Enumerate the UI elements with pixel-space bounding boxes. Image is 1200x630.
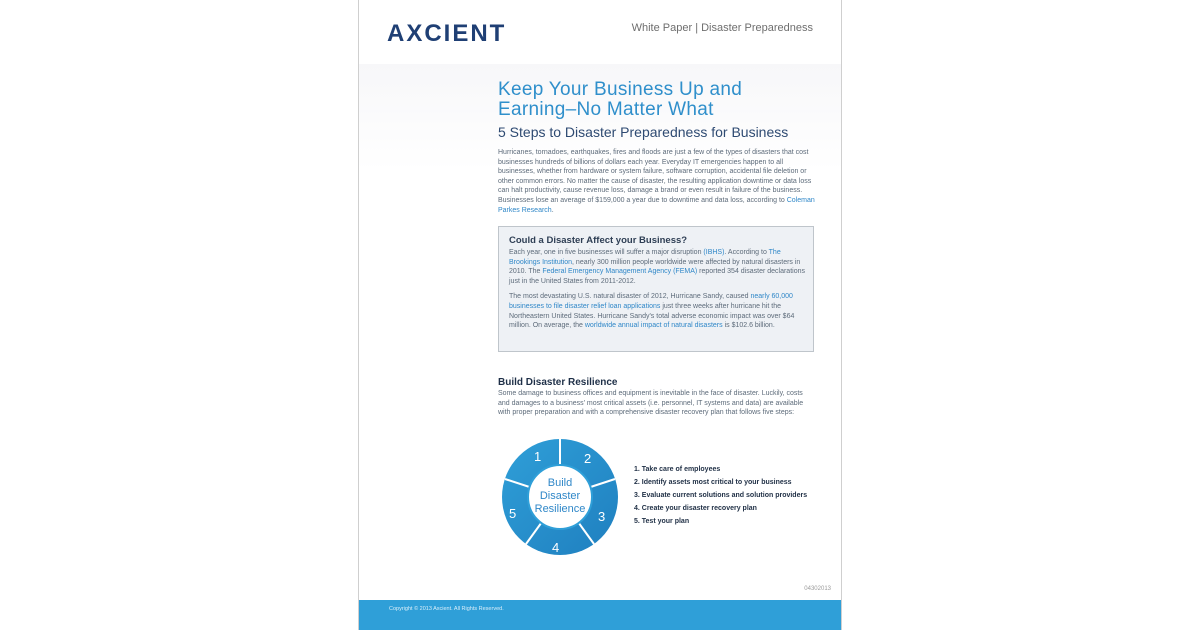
callout-paragraph-1	[509, 248, 805, 286]
callout-paragraph-2	[509, 292, 805, 330]
intro-text: Hurricanes, tornadoes, earthquakes, fires and floods are just a few of the types of disasters that cost businesses hundreds of billions of dollars each year. Everyday IT emergencies happen to all businesses, whether from hardware or system failure, software corruption, accidental file deletion or other common errors. No matter the cause of disaster, the resulting application downtime or data loss can halt productivity, cause revenue loss, damage a brand or even result in failure of the business. Businesses lose an average of $159,000 a year due to downtime and data loss, according to	[498, 149, 812, 204]
diagram-step-number-1: 1	[534, 449, 542, 464]
page-header	[359, 0, 841, 64]
document-page	[358, 0, 842, 630]
section-body: Some damage to business offices and equipment is inevitable in the face of disaster. Luckily, costs and damages to a business' most critical assets (i.e. personnel, IT systems and data) are available with proper preparation and with a comprehensive disaster recovery plan that follows five steps:	[498, 390, 804, 417]
coleman-parkes-link[interactable]: Coleman Parkes Research	[498, 196, 815, 214]
annual-impact-link[interactable]: worldwide annual impact of natural disasters	[584, 322, 723, 330]
document-number: 04302013	[804, 586, 831, 592]
callout-text: The most devastating U.S. natural disaster of 2012, Hurricane Sandy, caused	[509, 293, 751, 301]
diagram-center-line-2: Disaster	[539, 490, 581, 502]
page-subtitle: 5 Steps to Disaster Preparedness for Business	[498, 124, 789, 140]
callout-text: just three weeks after hurricane hit the Northeastern United States. Hurricane Sandy's total adverse economic impact was over $64 million. On average, the	[509, 302, 795, 330]
callout-text: Each year, one in five businesses will suffer a major disruption	[509, 249, 704, 256]
section-title: Build Disaster Resilience	[498, 377, 618, 388]
intro-paragraph	[498, 148, 816, 215]
copyright-text: Copyright © 2013 Axcient. All Rights Reserved.	[389, 606, 504, 612]
ibhs-link[interactable]: (IBHS)	[703, 249, 725, 256]
intro-end: .	[551, 206, 554, 214]
diagram-step-number-2: 2	[584, 451, 592, 466]
company-logo	[387, 20, 506, 48]
page-footer	[359, 600, 841, 630]
resilience-cycle-diagram	[499, 436, 621, 558]
disaster-callout-box	[498, 226, 814, 352]
step-item: 1. Take care of employees	[634, 466, 721, 473]
callout-text: is $102.6 billion.	[722, 322, 775, 330]
diagram-center-line-3: Resilience	[534, 503, 586, 515]
page-content	[359, 64, 841, 600]
fema-link[interactable]: Federal Emergency Management Agency (FEMA)	[542, 268, 698, 276]
steps-list	[634, 463, 834, 528]
page-title: Keep Your Business Up and Earning–No Matter What	[498, 79, 743, 120]
callout-body	[509, 248, 805, 337]
callout-text: . According to	[724, 249, 769, 256]
callout-text: , nearly 300 million people worldwide were affected by natural disasters in 2010. The	[509, 258, 801, 276]
step-item: 2. Identify assets most critical to your business	[634, 479, 792, 486]
loan-applications-link[interactable]: nearly 60,000 businesses to file disaster relief loan applications	[509, 293, 793, 310]
callout-title: Could a Disaster Affect your Business?	[509, 235, 688, 246]
document-type: White Paper | Disaster Preparedness	[631, 22, 813, 34]
step-item: 4. Create your disaster recovery plan	[634, 505, 757, 512]
callout-text: reported 354 disaster declarations just in the United States from 2011-2012.	[509, 268, 805, 285]
diagram-center-line-1: Build	[547, 477, 573, 489]
diagram-step-number-4: 4	[552, 540, 560, 555]
diagram-step-number-5: 5	[509, 506, 517, 521]
step-item: 5. Test your plan	[634, 518, 690, 525]
logo-text: AXCIENT	[387, 20, 507, 47]
diagram-step-number-3: 3	[598, 509, 606, 524]
brookings-link[interactable]: The Brookings Institution	[509, 249, 781, 266]
step-item: 3. Evaluate current solutions and solution providers	[634, 492, 808, 499]
